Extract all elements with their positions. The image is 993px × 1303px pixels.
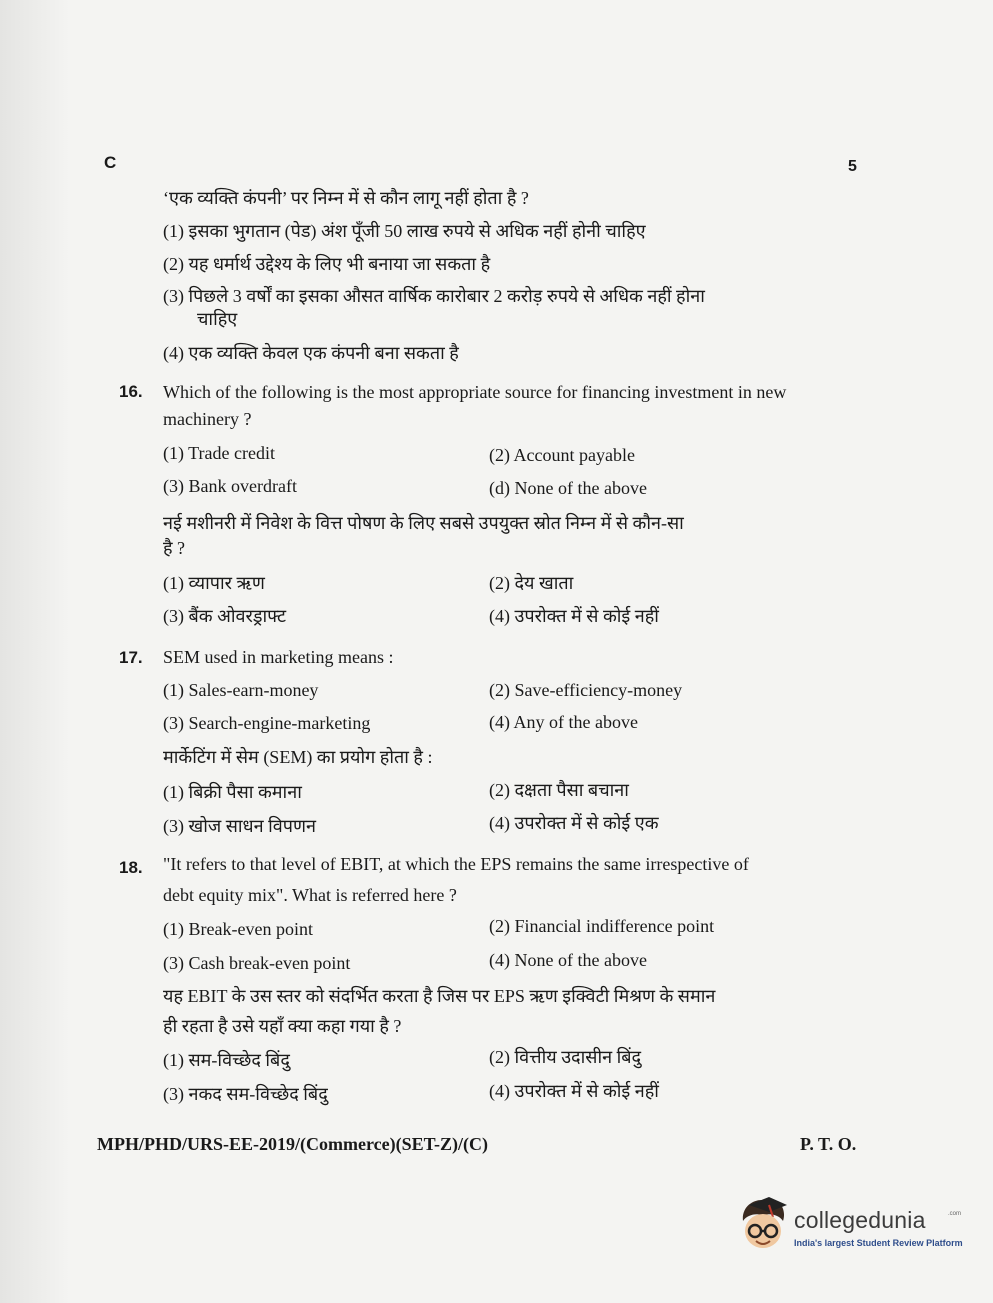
q17-number: 17. (119, 648, 143, 667)
collegedunia-logo (735, 1195, 965, 1265)
q18-number: 18. (119, 858, 143, 877)
q17-hindi-option-1: (1) बिक्री पैसा कमाना (163, 782, 302, 802)
q17-option-1: (1) Sales-earn-money (163, 680, 319, 700)
q17-option-4: (4) Any of the above (489, 712, 638, 732)
q17-hindi-stem: मार्केटिंग में सेम (SEM) का प्रयोग होता है : (163, 747, 433, 767)
set-letter: C (104, 153, 117, 172)
q17-hindi-option-4: (4) उपरोक्त में से कोई एक (489, 813, 659, 833)
logo-tagline: India's largest Student Review Platform (794, 1238, 963, 1248)
q16-hindi-option-4: (4) उपरोक्त में से कोई नहीं (489, 606, 659, 626)
paper-code: MPH/PHD/URS-EE-2019/(Commerce)(SET-Z)/(C) (97, 1134, 488, 1154)
q16-stem-cont: machinery ? (163, 409, 252, 429)
q15-hindi-option-4: (4) एक व्यक्ति केवल एक कंपनी बना सकता है (163, 343, 459, 363)
q16-option-1: (1) Trade credit (163, 443, 275, 463)
logo-brand-text: collegedunia (794, 1207, 926, 1233)
q15-hindi-option-3: (3) पिछले 3 वर्षों का इसका औसत वार्षिक कारोबार 2 करोड़ रुपये से अधिक नहीं होना (163, 286, 705, 306)
q18-option-2: (2) Financial indifference point (489, 916, 715, 936)
q18-hindi-option-4: (4) उपरोक्त में से कोई नहीं (489, 1081, 659, 1101)
q18-stem-cont: debt equity mix". What is referred here ? (163, 885, 457, 905)
q18-option-1: (1) Break-even point (163, 919, 313, 939)
scan-page-edge (0, 0, 70, 1303)
page-number: 5 (848, 158, 857, 175)
q16-option-4: (d) None of the above (489, 478, 647, 498)
q15-hindi-option-2: (2) यह धर्मार्थ उद्देश्य के लिए भी बनाया जा सकता है (163, 254, 491, 274)
q17-option-3: (3) Search-engine-marketing (163, 713, 371, 733)
q17-option-2: (2) Save-efficiency-money (489, 680, 683, 700)
q16-stem: Which of the following is the most appropriate source for financing investment in new (163, 382, 787, 402)
q15-hindi-option-1: (1) इसका भुगतान (पेड) अंश पूँजी 50 लाख रुपये से अधिक नहीं होनी चाहिए (163, 221, 646, 241)
q18-hindi-stem-cont: ही रहता है उसे यहाँ क्या कहा गया है ? (163, 1016, 402, 1036)
q18-hindi-option-2: (2) वित्तीय उदासीन बिंदु (489, 1047, 642, 1067)
q16-hindi-stem: नई मशीनरी में निवेश के वित्त पोषण के लिए सबसे उपयुक्त स्रोत निम्न में से कौन-सा (163, 513, 684, 533)
q15-hindi-stem: ‘एक व्यक्ति कंपनी’ पर निम्न में से कौन लागू नहीं होता है ? (163, 188, 529, 208)
q16-hindi-stem-cont: है ? (163, 538, 186, 558)
q16-option-2: (2) Account payable (489, 445, 635, 465)
q17-hindi-option-2: (2) दक्षता पैसा बचाना (489, 780, 629, 800)
q17-hindi-option-3: (3) खोज साधन विपणन (163, 816, 317, 836)
please-turn-over: P. T. O. (800, 1134, 857, 1154)
q18-hindi-option-3: (3) नकद सम-विच्छेद बिंदु (163, 1084, 328, 1104)
q18-option-3: (3) Cash break-even point (163, 953, 351, 973)
q16-hindi-option-3: (3) बैंक ओवरड्राफ्ट (163, 606, 287, 626)
mascot-icon (735, 1195, 791, 1257)
logo-domain-suffix: .com (948, 1211, 962, 1217)
q16-hindi-option-2: (2) देय खाता (489, 573, 574, 593)
q18-hindi-stem: यह EBIT के उस स्तर को संदर्भित करता है जिस पर EPS ऋण इक्विटी मिश्रण के समान (163, 986, 716, 1006)
q16-hindi-option-1: (1) व्यापार ऋण (163, 573, 265, 593)
q18-hindi-option-1: (1) सम-विच्छेद बिंदु (163, 1050, 290, 1070)
q18-stem: "It refers to that level of EBIT, at which the EPS remains the same irrespective of (163, 854, 749, 874)
q16-option-3: (3) Bank overdraft (163, 476, 297, 496)
q18-option-4: (4) None of the above (489, 950, 647, 970)
q16-number: 16. (119, 382, 143, 401)
q17-stem: SEM used in marketing means : (163, 647, 394, 667)
q15-hindi-option-3-cont: चाहिए (197, 309, 238, 329)
